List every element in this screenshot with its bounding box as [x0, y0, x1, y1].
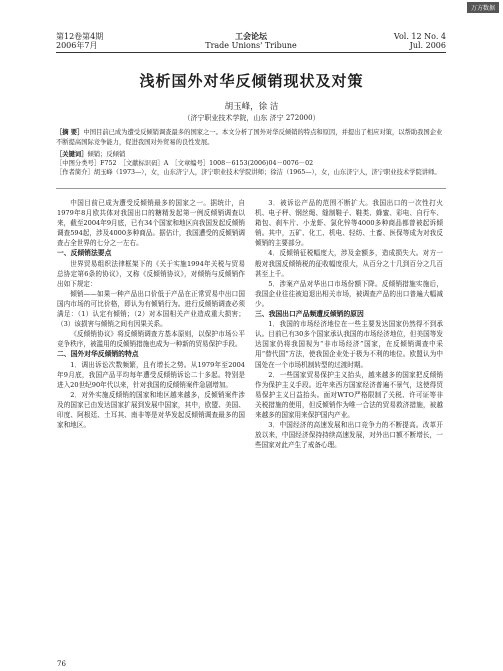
section-heading: 一、反倾销法要点 [57, 249, 112, 258]
abstract [56, 128, 446, 147]
page-number: 76 [57, 660, 66, 668]
header-rule [56, 52, 446, 53]
body-paragraph: 1．调出诉讼次数频繁，且有增长之势。从1979年至2004年9月底，我国产品平均每年遭受反倾销诉讼二十多起。特别是进入20世纪90年代以来，针对我国的反倾销案件急剧增加。 [57, 360, 245, 389]
body-paragraph: 中国目前已成为遭受反倾销最多的国家之一。据统计，自1979年8月欧共体对我国出口的糖精发起第一例反倾销调查以来，截至2004年9月底，已有34个国家和地区向我国发起反倾销调查594起，涉及4000多种商品。据估计，我国遭受的反倾销调查占全世界的七分之一左右。 [57, 199, 245, 248]
volume-cn: 第12卷第4期 [56, 32, 104, 41]
date-cn: 2006年7月 [56, 41, 98, 50]
affiliation-line: （济宁职业技术学院，山东 济宁 272000） [183, 114, 320, 122]
header-center [56, 32, 446, 50]
section-heading: 三、我国出口产品频遭反倾销的原因 [255, 310, 364, 319]
watermark-badge: 万方数据 [467, 2, 499, 13]
left-column [57, 198, 245, 430]
author-line: 胡玉峰，徐 洁 [224, 102, 279, 112]
abstract-text: 中国目前已成为遭受反倾销调查最多的国家之一。本文分析了国外对华反倾销的特点和原因，并提出了相应对策，以帮助我国企业不断提高国际竞争能力，促进我国对外贸易的良性发展。 [56, 129, 443, 146]
separator-rule [56, 188, 446, 189]
body-paragraph: 1．我国的市场经济地位在一些主要发达国家仍然得不到承认。目前已有30多个国家承认我国的市场经济地位，但美国等发达国家仍将我国视为“非市场经济”国家，在反倾销调查中采用“替代国”方法，使我国企业处于极为不利的地位。欧盟认为中国处在一个市场机制转型的过渡时期。 [255, 320, 443, 369]
body-paragraph: 2．一些国家贸易保护主义抬头，越来越多的国家把反倾销作为保护主义手段。近年来西方国家经济普遍不景气，这使得贸易保护主义日益抬头。面对WTO严格限制了关税、许可证等非关税措施的使用，但反倾销作为唯一合法的贸易救济措施，被越来越多的国家用来保护国内产业。 [255, 370, 443, 419]
body-paragraph: 4．反倾销征税幅度大，涉及金额多，造成损失大。对方一般对我国反倾销税的征收幅度很大，从百分之十几到百分之几百甚至上千。 [255, 249, 443, 278]
body-paragraph: 《反倾销协议》将反倾销调查方基本原则，以保护市场公平竞争秩序，被滥用的反倾销措施也成为一种新的贸易保护手段。 [57, 330, 245, 349]
article-title: 浅析国外对华反倾销现状及对策 [139, 72, 364, 90]
classification-line: ［中图分类号］F752 ［文献标识码］A ［文章编号］1008－6153(2006)04－0076－02 [56, 160, 314, 167]
body-paragraph: 倾销——如果一种产品出口价低于产品在正常贸易中出口国国内市场的可比价格，即认为有倾销行为。进行反倾销调查必须满足：（1）认定有倾销；（2）对本国相关产业造成重大损害；（3）该损害与倾销之间有因果关系。 [57, 289, 245, 329]
journal-cn: 工会论坛 [235, 31, 267, 41]
body-paragraph: 2．对外实施反倾销的国家和地区越来越多，反倾销案件涉及的国家已由发达国家扩展到发展中国家，其中，欧盟、美国、印度、阿根廷、土耳其、南非等是对华发起反倾销调查最多的国家和地区。 [57, 390, 245, 430]
date-en: Jul. 2006 [409, 41, 446, 50]
body-paragraph: 3．被诉讼产品的范围不断扩大。我国出口的一次性打火机、电子秤、钢丝绳、缝制鞋子、鞋类、蜂蜜、彩电、自行车、箱包、刹车片、小龙虾、氯化锌等4000多种商品都曾被起诉倾销。其中，五矿、化工、机电、轻纺、土畜、医保等成为对我反倾销的主要部分。 [255, 199, 443, 248]
abstract-label: ［摘 要］ [56, 129, 84, 136]
section-heading: 二、国外对华反倾销的特点 [57, 350, 139, 359]
body-paragraph: 5．涉案产品对华出口市场份额下降。反倾销措施实施后，我国企业往往被迫退出相关市场，被调查产品的出口普遍大幅减少。 [255, 279, 443, 308]
journal-en: Trade Unions' Tribune [205, 41, 297, 50]
header-right [394, 32, 446, 50]
body-paragraph: 世界贸易组织法律框架下的《关于实施1994年关税与贸易总协定第6条的协议》，又称《反倾销协议》，对倾销与反倾销作出如下规定： [57, 259, 245, 288]
vol-en: Vol. 12 No. 4 [393, 32, 446, 41]
right-column [255, 198, 443, 450]
author-intro: ［作者简介］胡玉峰（1973—），女，山东济宁人，济宁职业技术学院讲师；徐洁（1965—），女，山东济宁人，济宁职业技术学院讲师。 [56, 169, 441, 176]
body-paragraph: 3．中国经济的高速发展和出口竞争力的不断提高。改革开放以来，中国经济保持持续高速发展，对外出口额不断增长，一些国家对此产生了戒备心理。 [255, 421, 443, 450]
keywords-text: 倾销；反倾销 [87, 151, 126, 158]
keywords-label: ［关键词］ [56, 151, 88, 158]
